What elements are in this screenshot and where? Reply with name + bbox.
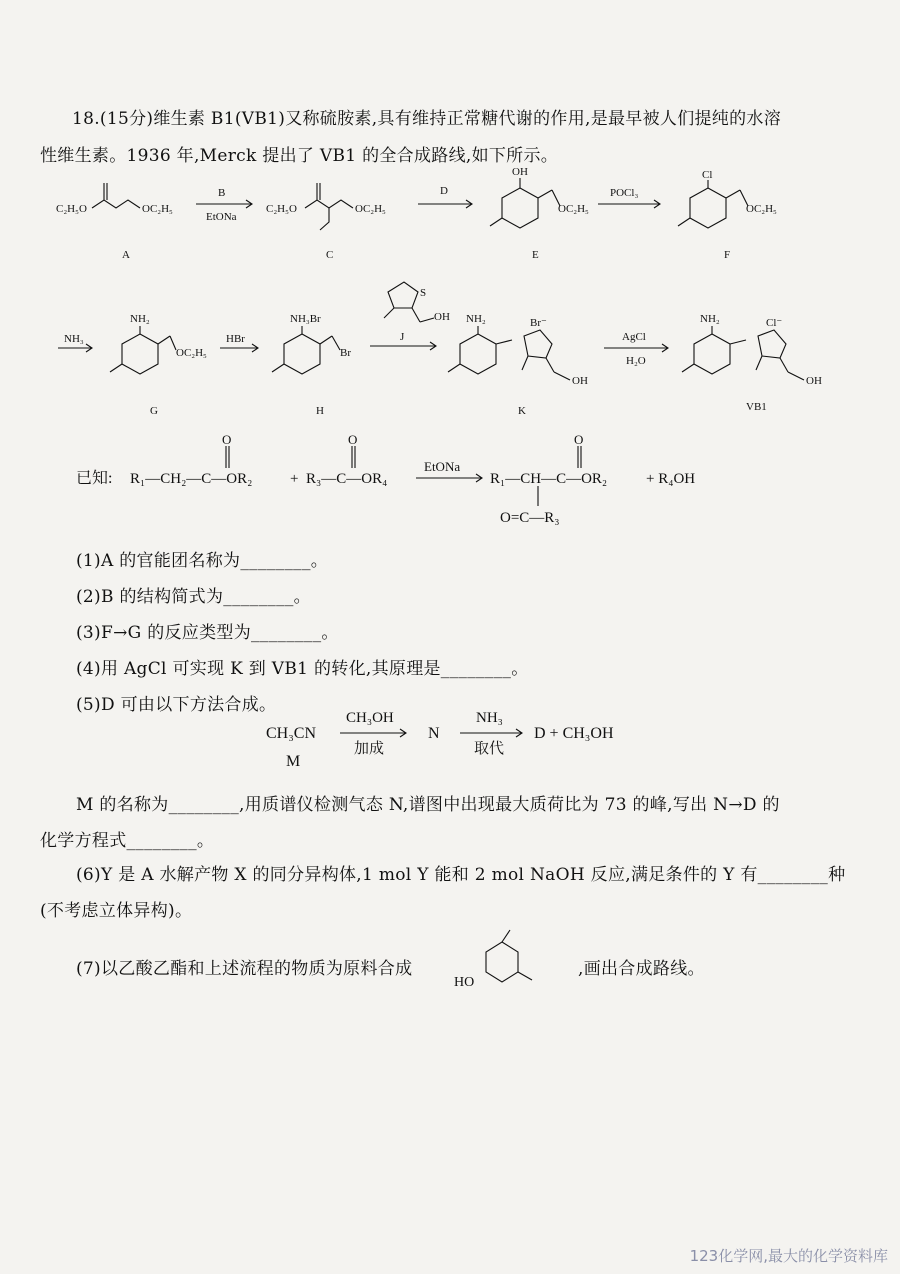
A-formula-right: OC₂H₅ [142, 203, 173, 215]
known-O1: O [222, 432, 232, 447]
known-O2: O [348, 432, 358, 447]
known-prefix: 已知: [76, 470, 113, 487]
J-hydroxyl: OH [434, 311, 450, 323]
VB1-chloride: Cl⁻ [766, 317, 783, 329]
K-amino: NH₂ [466, 313, 486, 325]
label-A: A [122, 249, 130, 261]
H-ammonium: NH₃Br [290, 313, 321, 325]
part-5-text1: M 的名称为________,用质谱仪检测气态 N,谱图中出现最大质荷比为 73 的峰,写出 N→D 的 [76, 795, 780, 815]
known-reactant2: R₃—C—OR₄ [306, 471, 388, 487]
part-6-line2: (不考虑立体异构)。 [40, 901, 193, 921]
target-hydroxyl: HO [454, 975, 475, 990]
part-5-text2: 化学方程式________。 [40, 831, 215, 851]
VB1-hydroxyl: OH [806, 375, 822, 387]
target-pyrimidine [440, 926, 570, 996]
F-chloro: Cl [702, 169, 713, 181]
label-VB1: VB1 [746, 401, 767, 413]
known-byproduct: + R₄OH [646, 471, 696, 487]
G-amino: NH₂ [130, 313, 150, 325]
part-2: (2)B 的结构简式为________。 [76, 587, 311, 607]
part-5: (5)D 可由以下方法合成。 [76, 695, 277, 715]
part5-cond2: NH₃ [476, 710, 503, 726]
part5-N: N [428, 725, 440, 742]
H-bromo: Br [340, 347, 351, 359]
arrow7-solvent: H₂O [626, 355, 646, 367]
part5-start: CH₃CN [266, 725, 317, 742]
part-4: (4)用 AgCl 可实现 K 到 VB1 的转化,其原理是________。 [76, 659, 529, 679]
C-formula-right: OC₂H₅ [355, 203, 386, 215]
arrow1-condition: EtONa [206, 211, 237, 223]
known-O3: O [574, 432, 584, 447]
arrow2-reagent: D [440, 185, 448, 197]
F-ether: OC₂H₅ [746, 203, 777, 215]
label-F: F [724, 249, 731, 261]
part5-M-label: M [286, 753, 301, 770]
K-bromide: Br⁻ [530, 317, 547, 329]
part5-cond1-type: 加成 [354, 741, 385, 757]
label-J: J [400, 331, 405, 343]
E-ether: OC₂H₅ [558, 203, 589, 215]
arrow3-reagent: POCl₃ [610, 187, 639, 199]
label-G: G [150, 405, 158, 417]
part5-end: D + CH₃OH [534, 725, 614, 742]
K-hydroxyl: OH [572, 375, 588, 387]
known-product-sub: O=C—R₃ [500, 510, 560, 526]
part5-cond1: CH₃OH [346, 710, 394, 726]
part-1: (1)A 的官能团名称为________。 [76, 551, 329, 571]
question-header-line2: 性维生素。1936 年,Merck 提出了 VB1 的全合成路线,如下所示。 [40, 146, 559, 166]
arrow7-reagent: AgCl [622, 331, 646, 343]
arrow4-reagent: NH₃ [64, 333, 84, 345]
known-reactant1: R₁—CH₂—C—OR₂ [130, 471, 253, 487]
A-formula-left: C₂H₅O [56, 203, 87, 215]
label-C: C [326, 249, 334, 261]
E-hydroxyl: OH [512, 166, 528, 178]
J-sulfur: S [420, 287, 427, 299]
known-plus: + [290, 471, 299, 487]
part-6-line1: (6)Y 是 A 水解产物 X 的同分异构体,1 mol Y 能和 2 mol NaOH 反应,满足条件的 Y 有________种 [76, 865, 846, 885]
known-product: R₁—CH—C—OR₂ [490, 471, 608, 487]
G-ether: OC₂H₅ [176, 347, 207, 359]
label-K: K [518, 405, 526, 417]
label-E: E [532, 249, 539, 261]
part-7-pre: (7)以乙酸乙酯和上述流程的物质为原料合成 [76, 959, 413, 979]
C-formula-left: C₂H₅O [266, 203, 297, 215]
label-H: H [316, 405, 324, 417]
question-header-line1: 18.(15分)维生素 B1(VB1)又称硫胺素,具有维持正常糖代谢的作用,是最早被人们提纯的水溶 [72, 109, 782, 129]
site-watermark: 123化学网,最大的化学资料库 [689, 1247, 888, 1265]
arrow1-reagent: B [218, 187, 226, 199]
part-3: (3)F→G 的反应类型为________。 [76, 623, 339, 643]
known-condition: EtONa [424, 459, 461, 474]
VB1-amino: NH₂ [700, 313, 720, 325]
part5-cond2-type: 取代 [474, 741, 505, 757]
arrow5-reagent: HBr [226, 333, 245, 345]
part-7-post: ,画出合成路线。 [578, 959, 705, 979]
